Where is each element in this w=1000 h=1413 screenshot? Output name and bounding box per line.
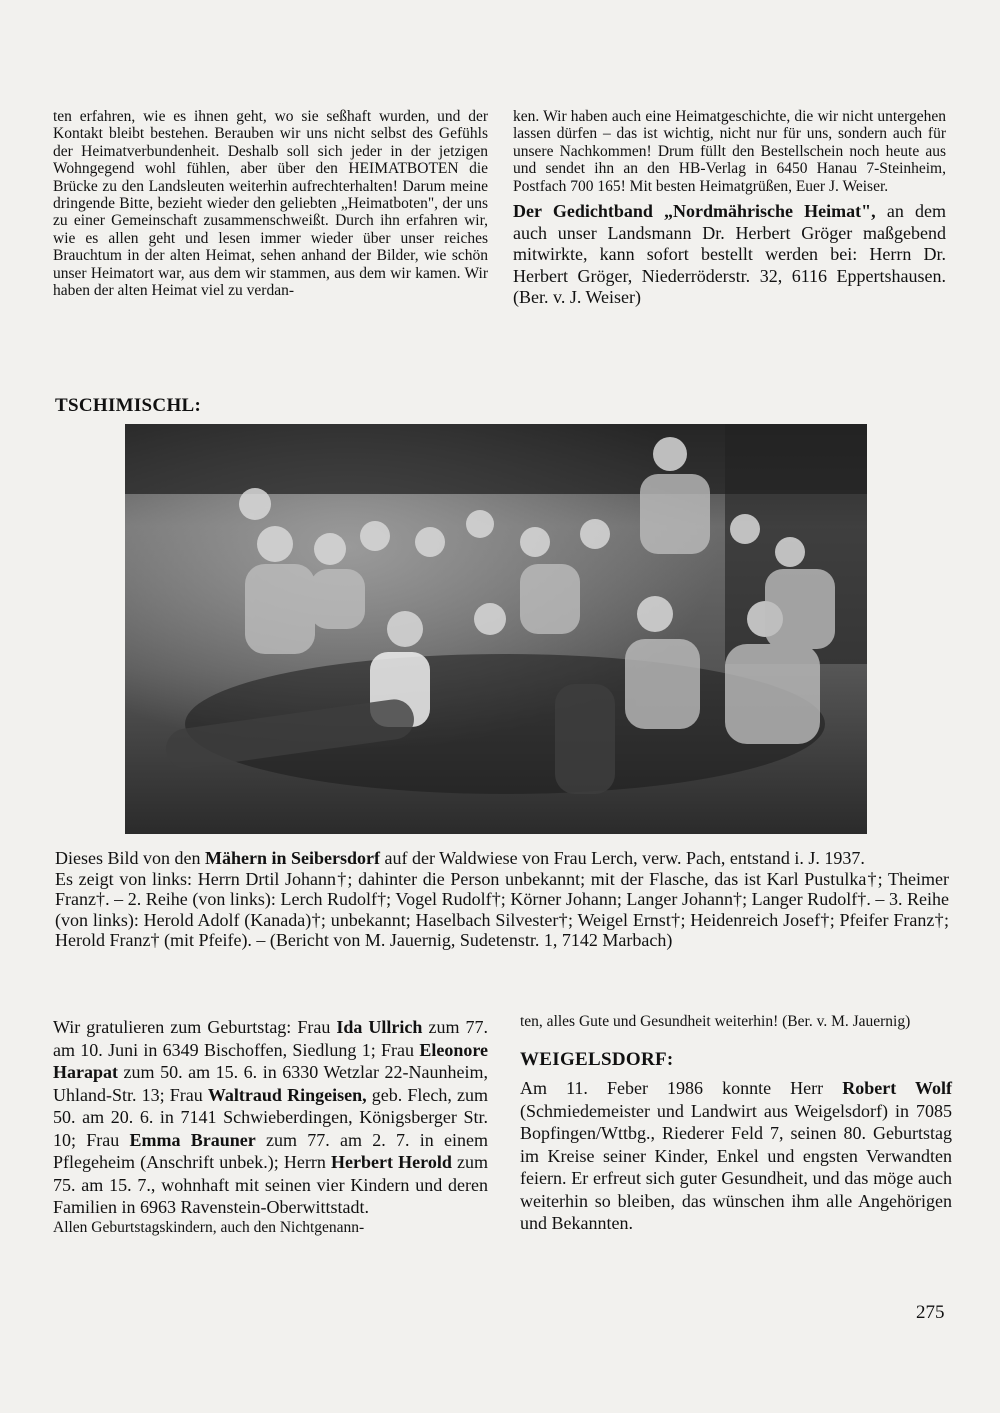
section-heading-tschimischl: TSCHIMISCHL: <box>55 395 202 416</box>
group-photo <box>125 424 867 834</box>
caption-intro-post: auf der Waldwiese von Frau Lerch, verw. Pach, entstand i. J. 1937. <box>380 848 865 868</box>
top-right-column <box>513 108 946 309</box>
bl-t2: zum 77. am 10. Juni in 6349 Bischoffen, Siedlung 1; Frau <box>53 1017 488 1060</box>
birthday-greetings <box>53 1016 488 1219</box>
top-left-text: ten erfahren, wie es ihnen geht, wo sie seßhaft wurden, und der Kontakt bleibt bestehen. Berauben wir uns nicht selbst des Gefühls der Heimatverbundenheit. Deshalb soll sich jeder in der jetzigen Wohngegend wohl fühlen, aber über den HEIMATBOTEN die Brücke zu den Landsleuten weiterhin aufrechterhalten! Darum meine dringende Bitte, bezieht wieder den geliebten „Heimatboten", der uns zu einer Gemeinschaft zusammenschweißt. Durch ihn erfahren wir, wie es allen geht und lesen immer wieder über unser reiches Brauchtum in der alten Heimat, sehen anhand der Bilder, wie schön unser Heimatort war, aus dem wir stammen, aus dem wir kamen. Wir haben der alten Heimat viel zu verdan- <box>53 108 488 300</box>
photo-caption <box>55 848 949 951</box>
birthday-closing-start: Allen Geburtstagskindern, auch den Nichtgenann- <box>53 1218 365 1236</box>
page-number: 275 <box>916 1302 945 1323</box>
caption-intro <box>55 848 949 869</box>
bl-b3: Waltraud Ringeisen, <box>207 1084 367 1105</box>
group-photo-image <box>125 424 867 834</box>
bl-t4: geb. Flech, zum 50. am 20. 6. in 7141 Schwieberdingen, Königsberger Str. 10; Frau <box>53 1084 488 1150</box>
top-left-column <box>53 108 488 299</box>
bl-b4: Emma Brauner <box>129 1129 256 1150</box>
bottom-left-column <box>53 1016 488 1237</box>
bl-t3: zum 50. am 15. 6. in 6330 Wetzlar 22-Naunheim, Uhland-Str. 13; Frau <box>53 1062 488 1105</box>
book-notice-text: an dem auch unser Landsmann Dr. Herbert Gröger maßgebend mitwirkte, kann sofort bestellt werden bei: Herrn Dr. Herbert Gröger, Niederröderstr. 32, 6116 Eppertshausen. (Ber. v. J. Weiser) <box>513 201 946 308</box>
birthday-closing-end: ten, alles Gute und Gesundheit weiterhin! (Ber. v. M. Jauernig) <box>520 1013 911 1030</box>
bl-b2: Eleonore Harapat <box>53 1039 488 1082</box>
bottom-right-column <box>520 1013 952 1235</box>
br-b1: Robert Wolf <box>842 1078 952 1098</box>
bl-b5: Herbert Herold <box>331 1152 452 1172</box>
bl-t6: zum 75. am 15. 7., wohnhaft mit seinen vier Kindern und deren Familien in 6963 Ravenstein-Oberwittstadt. <box>53 1152 488 1217</box>
caption-names: Es zeigt von links: Herrn Drtil Johann†; dahinter die Person unbekannt; mit der Flasche, das ist Karl Pustulka†; Theimer Franz†. – 2. Reihe (von links): Lerch Rudolf†; Vogel Rudolf†; Körner Johann; Langer Johann†; Langer Rudolf†. – 3. Reihe (von links): Herold Adolf (Kanada)†; unbekannt; Haselbach Silvester†; Weigel Ernst†; Heidenreich Josef†; Pfeifer Franz†; Herold Franz† (mit Pfeife). – (Bericht von M. Jauernig, Sudetenstr. 1, 7142 Marbach) <box>55 868 949 950</box>
caption-intro-bold: Mähern in Seibersdorf <box>205 848 380 868</box>
bl-t5: zum 77. am 2. 7. in einem Pflegeheim (Anschrift unbek.); Herrn <box>53 1129 488 1172</box>
top-right-text: ken. Wir haben auch eine Heimatgeschichte, die wir nicht untergehen lassen dürfen – das ist wichtig, nicht nur für uns, sondern auch für unsere Nachkommen! Drum füllt den Bestellschein noch heute aus und sendet ihn an den HB-Verlag in 6450 Hanau 7-Steinheim, Postfach 700 165! Mit besten Heimatgrüßen, Euer J. Weiser. <box>513 108 946 195</box>
bl-b1: Ida Ullrich <box>336 1017 423 1037</box>
bl-t1: Wir gratulieren zum Geburtstag: Frau <box>53 1017 337 1037</box>
br-t2: (Schmiedemeister und Landwirt aus Weigelsdorf) in 7085 Bopfingen/Wttbg., Riederer Feld 7, seinen 80. Geburtstag im Kreise seiner Kinder, Enkel und engsten Verwandten feiern. Er erfreut sich guter Gesundheit, und das möge auch weiterhin so bleiben, das wünschen ihm alle Angehörigen und Bekannten. <box>520 1100 952 1233</box>
book-notice-bold: Der Gedichtband „Nordmährische Heimat", <box>513 201 876 222</box>
br-t1: Am 11. Feber 1986 konnte Herr <box>520 1078 843 1098</box>
weigelsdorf-text <box>520 1077 952 1235</box>
caption-intro-pre: Dieses Bild von den <box>55 848 205 868</box>
book-notice <box>513 201 946 309</box>
section-heading-weigelsdorf: WEIGELSDORF: <box>520 1049 674 1070</box>
